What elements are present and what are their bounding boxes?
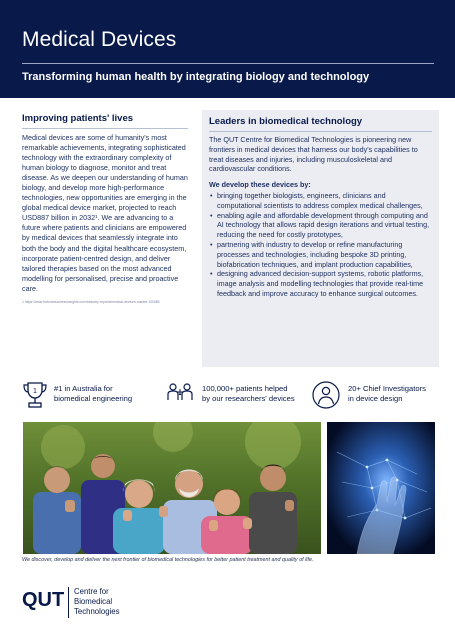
header-banner [0, 0, 455, 98]
list-item: • designing advanced decision-support systems, robotic platforms, image analysis and modelling technologies that provide real-time feedback and improve accuracy to enhance surgical outcomes. [209, 269, 432, 298]
leaders-heading: Leaders in biomedical technology [209, 116, 432, 132]
trophy-icon [22, 380, 48, 410]
qut-logo-mark [22, 582, 64, 622]
stat-line-1: 100,000+ patients helped [202, 384, 288, 393]
stat-investigators [312, 380, 436, 410]
page-title: Medical Devices [22, 28, 177, 51]
stats-row [22, 380, 436, 410]
page-subtitle: Transforming human health by integrating biology and technology [22, 71, 370, 83]
list-item: • bringing together biologists, engineers, clinicians and computational scientists to address complex medical challenges, [209, 191, 432, 211]
centre-name-line-1: Centre for [74, 587, 109, 596]
people-icon [166, 380, 194, 410]
stat-line-2: by our researchers' devices [202, 393, 295, 403]
svg-text:1: 1 [33, 388, 37, 395]
stat-ranking [22, 380, 162, 410]
stat-patients [166, 380, 306, 410]
leaders-panel [202, 110, 439, 367]
develop-heading: We develop these devices by: [209, 180, 311, 190]
logo-mark-text: QUT [22, 589, 64, 611]
list-item: • partnering with industry to develop or refine manufacturing processes and technologies, including bespoke 3D printing, biofabrication techniques, and implant production capabilities, [209, 240, 432, 269]
leaders-intro: The QUT Centre for Biomedical Technologies is pioneering new frontiers in medical devices that harness our body's capabilities to treat diseases and injuries, including musculoskeletal and cardiovascular conditions. [209, 135, 418, 174]
develop-list [209, 191, 432, 299]
stat-line-2: biomedical engineering [54, 393, 133, 403]
photo-caption: We discover, develop and deliver the next frontier of biomedical technologies for better patient treatment and quality of life. [22, 557, 314, 563]
header-divider [22, 63, 434, 64]
list-item: • enabling agile and affordable development through computing and AI technology that allows rapid design iterations and virtual testing, reducing the need for costly prototypes, [209, 211, 432, 240]
centre-name-line-2: Biomedical [74, 597, 113, 607]
improving-heading: Improving patients' lives [22, 113, 188, 129]
improving-section [22, 113, 188, 304]
qut-logo [22, 582, 142, 628]
researcher-icon [312, 380, 340, 410]
tech-photo [327, 422, 435, 554]
footnote: 1 https://www.fortunebusinessinsights.com/industry-reports/medical-devices-market-100085 [22, 299, 160, 304]
stat-line-1: #1 in Australia for [54, 384, 113, 393]
improving-body: Medical devices are some of humanity's most remarkable achievements, integrating sophisticated technology with the extraordinary complexity of human biology to diagnose, monitor and treat disease. As we deepen our understanding of human biology, and develop more high-performance technologies, new opportunities are emerging in the global medical device market, projected to reach USD887 billion in 2032¹. We are advancing to a future where patients and clinicians are empowered by medical devices that seamlessly integrate into both the body and the digital healthcare ecosystem, incorporate patient-centred design, and deliver tailored therapies based on the most advanced modelling for personalised, precise and proactive care. [22, 133, 188, 293]
centre-name-line-3: Technologies [74, 607, 120, 617]
logo-divider [68, 587, 69, 618]
stat-line-1: 20+ Chief Investigators [348, 384, 426, 393]
centre-name [74, 587, 154, 618]
stat-line-2: in device design [348, 393, 403, 403]
tech-hand-illustration [327, 422, 435, 554]
group-photo [23, 422, 321, 554]
group-photo-illustration [23, 422, 321, 554]
